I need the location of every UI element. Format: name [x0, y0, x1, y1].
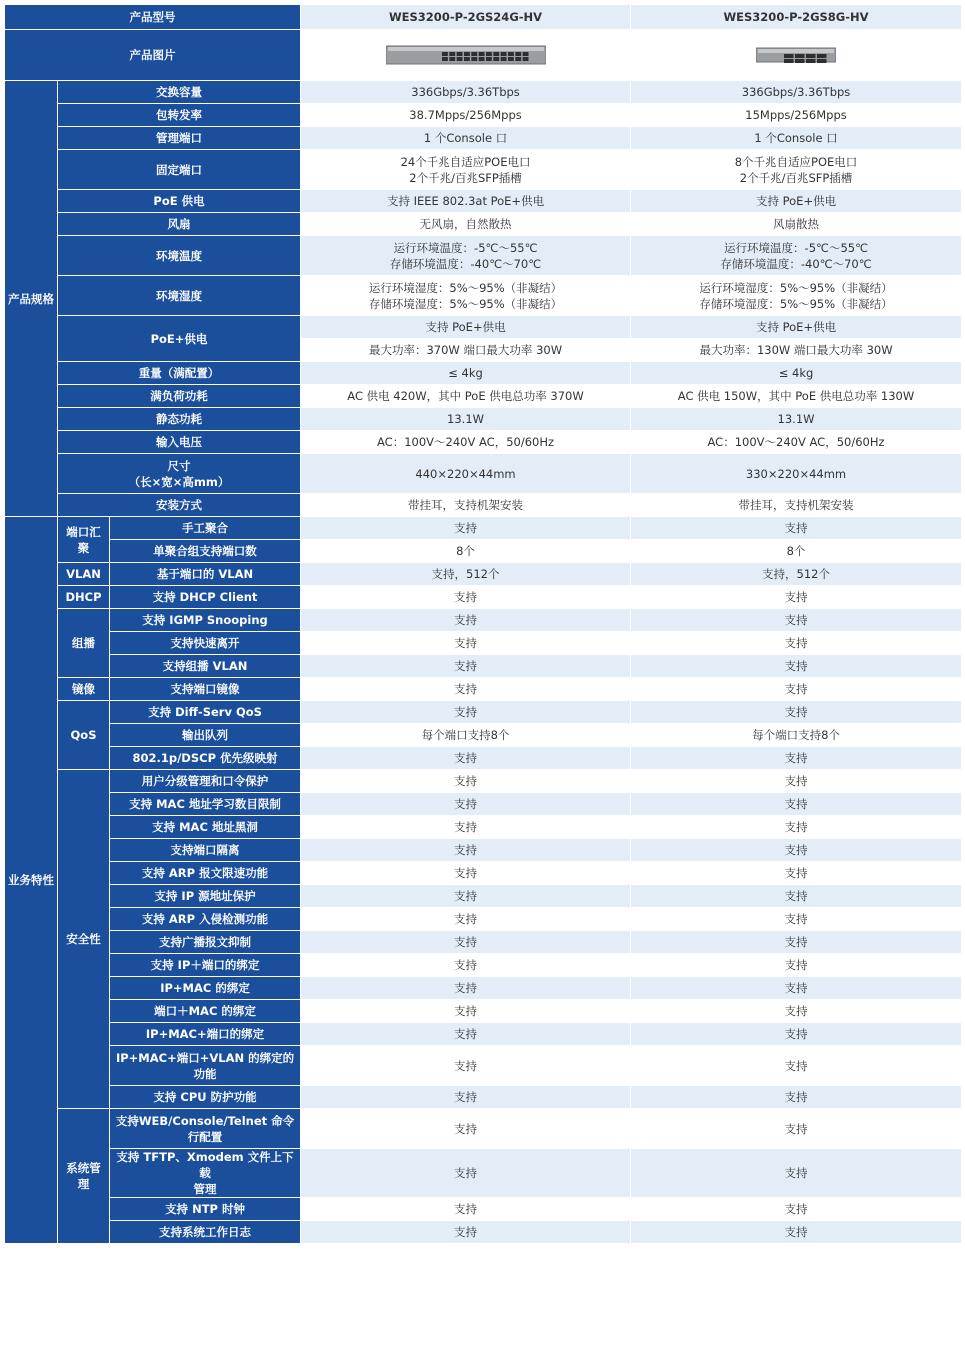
feature-label: 支持 Diff-Serv QoS: [110, 701, 301, 724]
spec-value: 支持 PoE+供电: [631, 190, 962, 213]
feature-label: IP+MAC+端口+VLAN 的绑定的 功能: [110, 1046, 301, 1086]
table-row: [5, 1149, 962, 1198]
table-row: [5, 701, 962, 724]
table-row: [5, 586, 962, 609]
feature-value: 支持: [631, 862, 962, 885]
table-row: [5, 793, 962, 816]
feature-label: 用户分级管理和口令保护: [110, 770, 301, 793]
feature-value: 支持: [301, 1198, 631, 1221]
feature-value: 支持: [301, 1109, 631, 1149]
spec-value: 13.1W: [631, 408, 962, 431]
feature-value: 支持: [301, 1149, 631, 1198]
feature-value: 支持: [631, 908, 962, 931]
feature-value: 支持: [631, 632, 962, 655]
feature-value: 支持: [301, 770, 631, 793]
table-row: [5, 190, 962, 213]
feature-label: 支持 MAC 地址黑洞: [110, 816, 301, 839]
table-row: [5, 150, 962, 190]
spec-label: 重量（满配置）: [58, 362, 301, 385]
group-label-spec: 产品规格: [5, 81, 58, 517]
feature-value: 支持: [301, 1221, 631, 1244]
table-row: [5, 977, 962, 1000]
feature-value: 支持: [301, 1000, 631, 1023]
spec-label: 固定端口: [58, 150, 301, 190]
feature-value: 支持: [301, 793, 631, 816]
feature-value: 支持: [301, 1046, 631, 1086]
feature-label: 支持广播报文抑制: [110, 931, 301, 954]
feature-value: 支持: [631, 1221, 962, 1244]
feature-label: 输出队列: [110, 724, 301, 747]
table-row: [5, 931, 962, 954]
spec-label: 安装方式: [58, 494, 301, 517]
subgroup-label: DHCP: [58, 586, 110, 609]
spec-value: 38.7Mpps/256Mpps: [301, 104, 631, 127]
feature-value: 支持: [631, 678, 962, 701]
feature-label: 支持 TFTP、Xmodem 文件上下载 管理: [110, 1149, 301, 1198]
feature-label: 支持 DHCP Client: [110, 586, 301, 609]
feature-value: 支持: [631, 586, 962, 609]
feature-value: 支持: [301, 701, 631, 724]
table-row: [5, 454, 962, 494]
table-row: [5, 1109, 962, 1149]
feature-value: 支持: [631, 931, 962, 954]
feature-value: 8个: [301, 540, 631, 563]
feature-value: 支持: [301, 632, 631, 655]
spec-label: 风扇: [58, 213, 301, 236]
feature-label: 支持 IP＋端口的绑定: [110, 954, 301, 977]
table-row: [5, 431, 962, 454]
spec-value: 支持 IEEE 802.3at PoE+供电: [301, 190, 631, 213]
spec-value: 运行环境温度：-5℃～55℃ 存储环境温度：-40℃～70℃: [631, 236, 962, 276]
feature-value: 支持: [301, 816, 631, 839]
feature-label: 支持系统工作日志: [110, 1221, 301, 1244]
feature-label: 支持 ARP 入侵检测功能: [110, 908, 301, 931]
feature-value: 支持: [631, 885, 962, 908]
feature-label: 支持 MAC 地址学习数目限制: [110, 793, 301, 816]
feature-value: 支持: [631, 1198, 962, 1221]
spec-value: 无风扇，自然散热: [301, 213, 631, 236]
table-row: [5, 908, 962, 931]
table-row: [5, 540, 962, 563]
table-row: [5, 632, 962, 655]
feature-value: 支持: [301, 954, 631, 977]
feature-label: 手工聚合: [110, 517, 301, 540]
feature-label: 端口＋MAC 的绑定: [110, 1000, 301, 1023]
feature-value: 支持: [631, 954, 962, 977]
spec-label: 包转发率: [58, 104, 301, 127]
feature-label: 802.1p/DSCP 优先级映射: [110, 747, 301, 770]
spec-label: PoE+供电: [58, 316, 301, 362]
feature-value: 支持: [301, 678, 631, 701]
feature-value: 支持: [301, 517, 631, 540]
spec-value: 24个千兆自适应POE电口 2个千兆/百兆SFP插槽: [301, 150, 631, 190]
spec-table: [4, 4, 962, 1244]
spec-label: 环境温度: [58, 236, 301, 276]
feature-value: 支持: [631, 701, 962, 724]
feature-value: 支持，512个: [301, 563, 631, 586]
table-row: [5, 81, 962, 104]
spec-value: 13.1W: [301, 408, 631, 431]
table-row: [5, 5, 962, 30]
feature-value: 支持: [631, 816, 962, 839]
feature-value: 支持: [631, 793, 962, 816]
spec-label: 静态功耗: [58, 408, 301, 431]
feature-value: 支持: [631, 1149, 962, 1198]
feature-value: 每个端口支持8个: [631, 724, 962, 747]
feature-value: 支持: [301, 655, 631, 678]
table-row: [5, 678, 962, 701]
feature-value: 支持: [301, 885, 631, 908]
feature-value: 支持: [631, 655, 962, 678]
subgroup-label: 系统管理: [58, 1109, 110, 1244]
spec-value: 带挂耳，支持机架安装: [631, 494, 962, 517]
subgroup-label: 端口汇聚: [58, 517, 110, 563]
spec-label: 满负荷功耗: [58, 385, 301, 408]
table-row: [5, 494, 962, 517]
feature-label: 支持组播 VLAN: [110, 655, 301, 678]
table-row: [5, 655, 962, 678]
feature-label: 支持 IGMP Snooping: [110, 609, 301, 632]
feature-value: 8个: [631, 540, 962, 563]
feature-value: 支持，512个: [631, 563, 962, 586]
table-row: [5, 724, 962, 747]
feature-value: 支持: [301, 609, 631, 632]
feature-value: 支持: [301, 1023, 631, 1046]
feature-label: IP+MAC+端口的绑定: [110, 1023, 301, 1046]
table-row: [5, 1000, 962, 1023]
spec-value: 336Gbps/3.36Tbps: [301, 81, 631, 104]
spec-value: 440×220×44mm: [301, 454, 631, 494]
table-row: [5, 517, 962, 540]
spec-value: 330×220×44mm: [631, 454, 962, 494]
feature-label: 支持 ARP 报文限速功能: [110, 862, 301, 885]
table-row: [5, 862, 962, 885]
subgroup-label: 安全性: [58, 770, 110, 1109]
spec-value: AC：100V～240V AC，50/60Hz: [631, 431, 962, 454]
spec-value: 支持 PoE+供电: [301, 316, 631, 339]
feature-value: 支持: [631, 609, 962, 632]
switch-24-port-image: [386, 44, 546, 66]
table-row: [5, 362, 962, 385]
table-row: [5, 276, 962, 316]
model-name: WES3200-P-2GS8G-HV: [631, 5, 962, 30]
spec-label: 环境湿度: [58, 276, 301, 316]
feature-value: 支持: [301, 839, 631, 862]
switch-8-port-image: [756, 46, 836, 64]
table-row: [5, 236, 962, 276]
product-image-cell: [631, 30, 962, 81]
spec-value: 8个千兆自适应POE电口 2个千兆/百兆SFP插槽: [631, 150, 962, 190]
feature-label: 支持快速离开: [110, 632, 301, 655]
feature-value: 支持: [631, 747, 962, 770]
subgroup-label: 镜像: [58, 678, 110, 701]
feature-value: 支持: [631, 517, 962, 540]
subgroup-label: VLAN: [58, 563, 110, 586]
feature-label: 支持端口镜像: [110, 678, 301, 701]
table-row: [5, 1046, 962, 1086]
subgroup-label: 组播: [58, 609, 110, 678]
feature-value: 支持: [301, 1086, 631, 1109]
feature-value: 支持: [631, 839, 962, 862]
feature-label: 支持端口隔离: [110, 839, 301, 862]
table-row: [5, 885, 962, 908]
feature-value: 每个端口支持8个: [301, 724, 631, 747]
spec-value: 运行环境湿度：5%～95%（非凝结） 存储环境湿度：5%～95%（非凝结）: [301, 276, 631, 316]
spec-label: PoE 供电: [58, 190, 301, 213]
spec-value: 15Mpps/256Mpps: [631, 104, 962, 127]
table-row: [5, 30, 962, 81]
feature-value: 支持: [301, 862, 631, 885]
spec-value: AC 供电 150W，其中 PoE 供电总功率 130W: [631, 385, 962, 408]
table-row: [5, 1221, 962, 1244]
feature-value: 支持: [631, 770, 962, 793]
model-name: WES3200-P-2GS24G-HV: [301, 5, 631, 30]
spec-value: 1 个Console 口: [631, 127, 962, 150]
feature-value: 支持: [301, 586, 631, 609]
table-row: [5, 385, 962, 408]
spec-label: 交换容量: [58, 81, 301, 104]
spec-value: AC：100V～240V AC，50/60Hz: [301, 431, 631, 454]
feature-value: 支持: [631, 1023, 962, 1046]
subgroup-label: QoS: [58, 701, 110, 770]
feature-label: 支持 CPU 防护功能: [110, 1086, 301, 1109]
feature-value: 支持: [631, 1109, 962, 1149]
spec-value: ≤ 4kg: [631, 362, 962, 385]
feature-value: 支持: [631, 1046, 962, 1086]
feature-value: 支持: [301, 931, 631, 954]
spec-label: 管理端口: [58, 127, 301, 150]
feature-value: 支持: [631, 977, 962, 1000]
table-row: [5, 954, 962, 977]
feature-value: 支持: [301, 908, 631, 931]
table-row: [5, 127, 962, 150]
table-row: [5, 816, 962, 839]
table-row: [5, 1086, 962, 1109]
spec-value: ≤ 4kg: [301, 362, 631, 385]
spec-value: 风扇散热: [631, 213, 962, 236]
product-image-cell: [301, 30, 631, 81]
table-row: [5, 1198, 962, 1221]
table-row: [5, 563, 962, 586]
table-row: [5, 609, 962, 632]
table-row: [5, 213, 962, 236]
spec-label: 输入电压: [58, 431, 301, 454]
spec-value: 支持 PoE+供电: [631, 316, 962, 339]
feature-value: 支持: [631, 1086, 962, 1109]
feature-value: 支持: [631, 1000, 962, 1023]
table-row: [5, 104, 962, 127]
spec-value: 最大功率：130W 端口最大功率 30W: [631, 339, 962, 362]
spec-label: 尺寸 （长×宽×高mm）: [58, 454, 301, 494]
table-row: [5, 839, 962, 862]
image-label: 产品图片: [5, 30, 301, 81]
spec-value: 1 个Console 口: [301, 127, 631, 150]
table-row: [5, 408, 962, 431]
table-row: [5, 770, 962, 793]
feature-label: IP+MAC 的绑定: [110, 977, 301, 1000]
spec-value: 336Gbps/3.36Tbps: [631, 81, 962, 104]
feature-label: 单聚合组支持端口数: [110, 540, 301, 563]
feature-label: 支持WEB/Console/Telnet 命令 行配置: [110, 1109, 301, 1149]
feature-label: 支持 NTP 时钟: [110, 1198, 301, 1221]
feature-value: 支持: [301, 747, 631, 770]
group-label-features: 业务特性: [5, 517, 58, 1244]
spec-value: AC 供电 420W，其中 PoE 供电总功率 370W: [301, 385, 631, 408]
spec-value: 最大功率：370W 端口最大功率 30W: [301, 339, 631, 362]
table-row: [5, 1023, 962, 1046]
table-row: [5, 316, 962, 339]
model-label: 产品型号: [5, 5, 301, 30]
table-row: [5, 747, 962, 770]
feature-label: 支持 IP 源地址保护: [110, 885, 301, 908]
feature-value: 支持: [301, 977, 631, 1000]
spec-value: 运行环境温度：-5℃～55℃ 存储环境温度：-40℃～70℃: [301, 236, 631, 276]
feature-label: 基于端口的 VLAN: [110, 563, 301, 586]
spec-value: 运行环境湿度：5%～95%（非凝结） 存储环境湿度：5%～95%（非凝结）: [631, 276, 962, 316]
spec-value: 带挂耳，支持机架安装: [301, 494, 631, 517]
